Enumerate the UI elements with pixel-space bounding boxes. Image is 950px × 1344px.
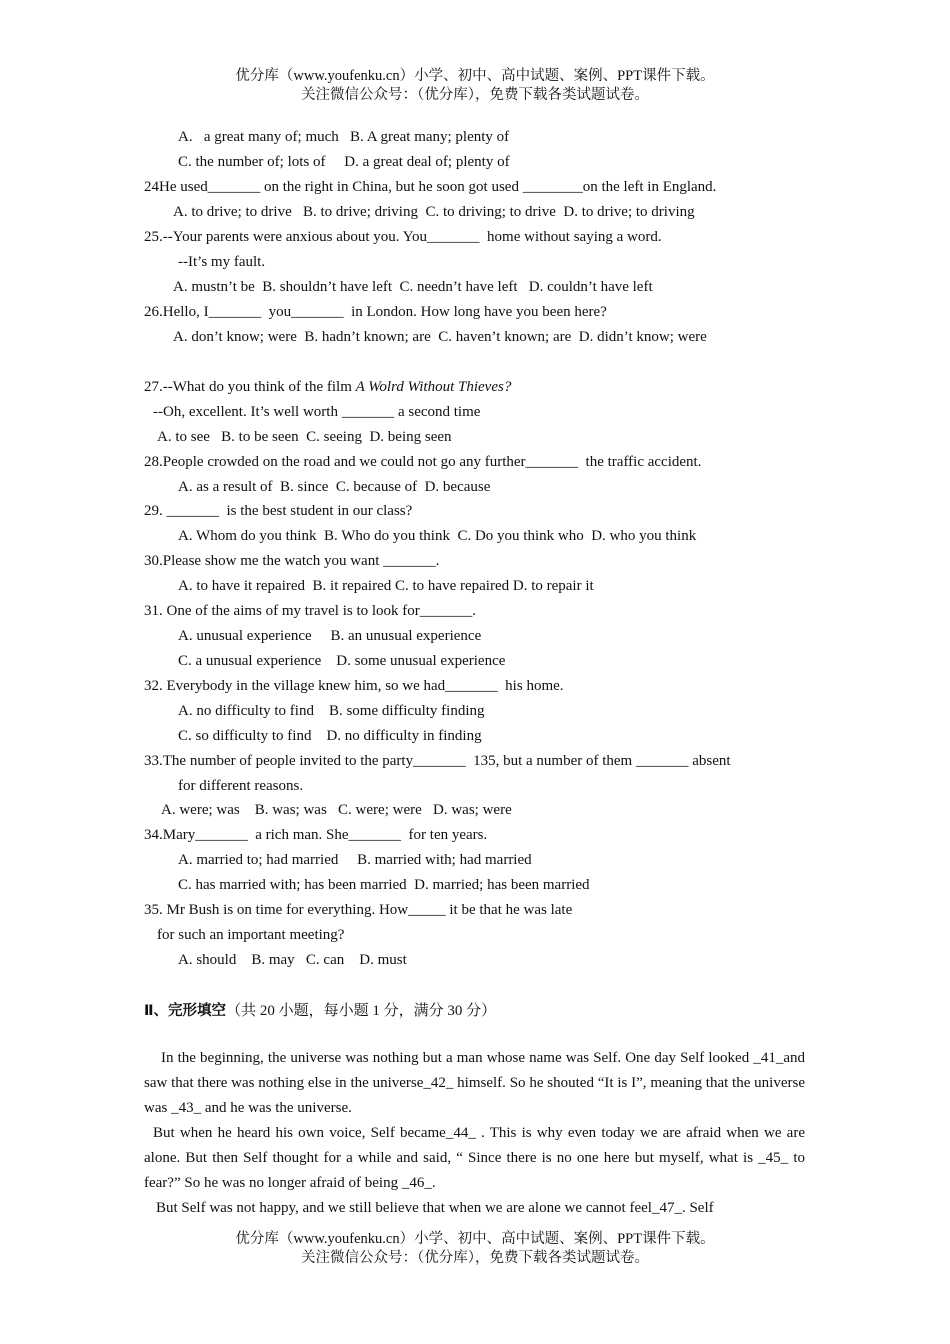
q31-options-2: C. a unusual experience D. some unusual experience [178,653,506,669]
header-line-2: 关注微信公众号：（优分库），免费下载各类试题试卷。 [301,87,649,103]
q33-options: A. were; was B. was; was C. were; were D. was; were [161,802,512,818]
q28-stem: 28.People crowded on the road and we could not go any further_______ the traffic accident. [144,454,702,470]
section-2-note: （共 20 小题，每小题 1 分，满分 30 分） [226,1003,497,1019]
q27-film-title: A Wolrd Without Thieves? [355,379,512,395]
q35-options: A. should B. may C. can D. must [178,952,407,968]
q25-stem: 25.--Your parents were anxious about you. You_______ home without saying a word. [144,229,662,245]
q23-options-2: C. the number of; lots of D. a great deal of; plenty of [178,154,510,170]
q24-stem: 24He used_______ on the right in China, but he soon got used ________on the left in England. [144,179,717,195]
q30-stem: 30.Please show me the watch you want _______. [144,553,440,569]
passage-paragraph-1: In the beginning, the universe was nothing but a man whose name was Self. One day Self looked _41_and saw that there was nothing else in the universe_42_ himself. So he shouted “It is I”, meaning that the universe was _43_ and he was the universe. [144,1050,805,1116]
q23-options-1: A. a great many of; much B. A great many; plenty of [178,129,510,145]
q25-options: A. mustn’t be B. shouldn’t have left C. needn’t have left D. couldn’t have left [173,279,653,295]
q31-options-1: A. unusual experience B. an unusual experience [178,628,482,644]
q34-options-1: A. married to; had married B. married with; had married [178,852,532,868]
q26-options: A. don’t know; were B. hadn’t known; are C. haven’t known; are D. didn’t know; were [173,329,707,345]
q35-stem: 35. Mr Bush is on time for everything. How_____ it be that he was late [144,902,573,918]
header-line-1: 优分库（www.youfenku.cn）小学、初中、高中试题、案例、PPT课件下载。 [235,68,715,84]
q33-stem: 33.The number of people invited to the party_______ 135, but a number of them _______ absent [144,753,731,769]
q26-stem: 26.Hello, I_______ you_______ in London. How long have you been here? [144,304,607,320]
section-2-heading [144,999,496,1020]
q24-options: A. to drive; to drive B. to drive; driving C. to driving; to drive D. to drive; to driving [173,204,695,220]
passage-paragraph-3: But Self was not happy, and we still believe that when we are alone we cannot feel_47_. Self [156,1200,714,1216]
q34-stem: 34.Mary_______ a rich man. She_______ for ten years. [144,827,488,843]
q32-options-2: C. so difficulty to find D. no difficulty in finding [178,728,482,744]
q29-stem: 29. _______ is the best student in our class? [144,503,413,519]
footer-line-1: 优分库（www.youfenku.cn）小学、初中、高中试题、案例、PPT课件下载。 [235,1231,715,1247]
q35-stem-cont: for such an important meeting? [157,927,345,943]
q27-options: A. to see B. to be seen C. seeing D. being seen [157,429,452,445]
q32-options-1: A. no difficulty to find B. some difficulty finding [178,703,485,719]
q32-stem: 32. Everybody in the village knew him, so we had_______ his home. [144,678,564,694]
q27-stem-text: 27.--What do you think of the film [144,379,356,395]
passage-paragraph-2: But when he heard his own voice, Self became_44_ . This is why even today we are afraid when we are alone. But then Self thought for a while and said, “ Since there is no one here but myself, what is _45_ to fear?” So he was no longer afraid of being _46_. [144,1125,805,1191]
q27-reply: --Oh, excellent. It’s well worth _______ a second time [153,404,481,420]
q25-reply: --It’s my fault. [178,254,266,270]
q34-options-2: C. has married with; has been married D. married; has been married [178,877,590,893]
footer-line-2: 关注微信公众号：（优分库），免费下载各类试题试卷。 [301,1250,649,1266]
q33-stem-cont: for different reasons. [178,778,304,794]
q27-stem [144,378,511,397]
q29-options: A. Whom do you think B. Who do you think C. Do you think who D. who you think [178,528,697,544]
q31-stem: 31. One of the aims of my travel is to look for_______. [144,603,477,619]
section-2-title: Ⅱ、完形填空 [144,1003,227,1019]
q30-options: A. to have it repaired B. it repaired C. to have repaired D. to repair it [178,578,594,594]
q28-options: A. as a result of B. since C. because of D. because [178,479,491,495]
